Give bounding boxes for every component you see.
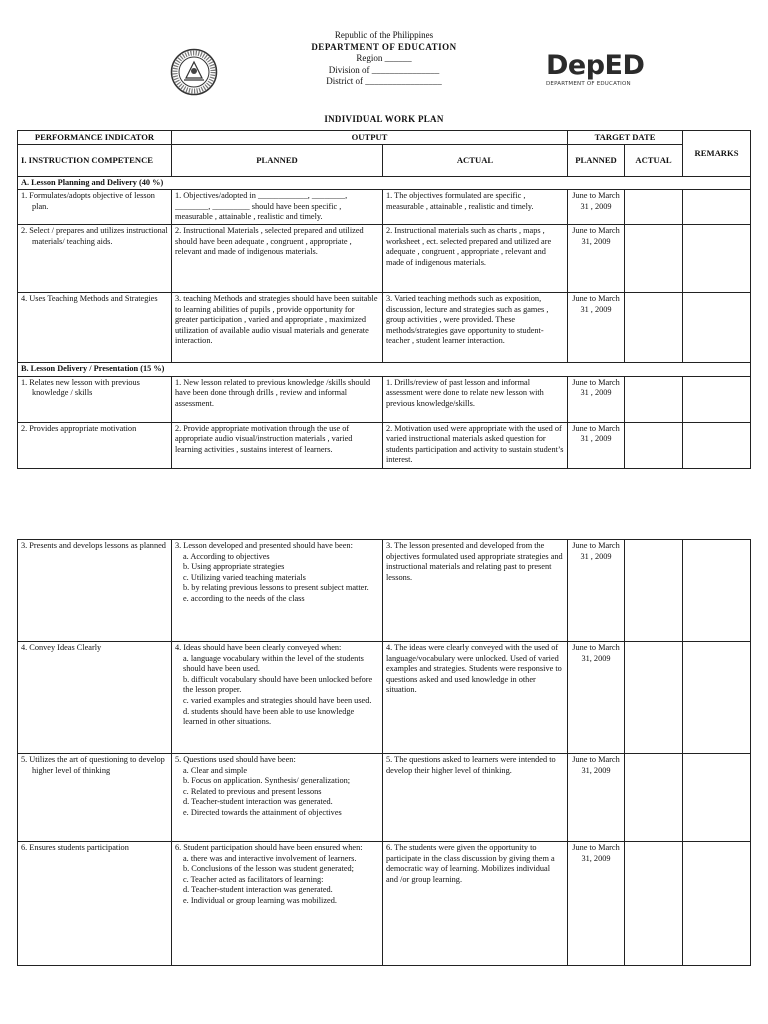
remarks-cell (683, 422, 751, 468)
planned-output-line: 2. Provide appropriate motivation through the use of appropriate audio visual/instruction materials , varied learning activities , sustains interest of learners. (175, 423, 353, 454)
target-date-actual-cell (625, 190, 683, 225)
col-output: OUTPUT (172, 131, 568, 145)
document-title: INDIVIDUAL WORK PLAN (324, 114, 444, 124)
planned-output-line: b. by relating previous lessons to present subject matter. (183, 583, 369, 593)
planned-output-line: 4. Ideas should have been clearly conveyed when: (175, 643, 342, 652)
planned-output-line: b. Focus on application. Synthesis/ generalization; (183, 776, 351, 786)
planned-output-line: 1. New lesson related to previous knowledge /skills should have been done through drills , review and informal assessment. (175, 377, 371, 408)
actual-output-cell: 1. The objectives formulated are specific , measurable , attainable , realistic and timely. (383, 190, 568, 225)
planned-output-cell (172, 190, 383, 225)
col-instruction-competence: I. INSTRUCTION COMPETENCE (18, 144, 172, 176)
table-row (18, 190, 751, 225)
planned-output-line: 6. Student participation should have been ensured when: (175, 843, 363, 852)
table-row (18, 642, 751, 754)
table-row (18, 540, 751, 642)
planned-output-line: d. Teacher-student interaction was generated. (183, 797, 333, 807)
planned-output-line: a. there was and interactive involvement of learners. (183, 853, 357, 863)
target-date-planned-cell: June to March 31, 2009 (568, 754, 625, 842)
division-line: Division of _______________ (328, 64, 440, 75)
planned-output-line: e. Directed towards the attainment of objectives (183, 807, 342, 817)
actual-output-cell: 6. The students were given the opportunity to participate in the class discussion by giving them a democratic way of learning. Mobilizes individual and /or group learning. (383, 842, 568, 966)
planned-output-line: d. Teacher-student interaction was generated. (183, 885, 333, 895)
planned-output-line: 3. teaching Methods and strategies should have been suitable to learning abilities of pupils , provide opportunity for greater participation , varied and appropriate , maximized utilization of available audio visual materials and generate interaction. (175, 293, 378, 346)
document-header (0, 30, 768, 100)
target-date-planned-cell: June to March 31 , 2009 (568, 292, 625, 362)
target-date-planned-cell: June to March 31 , 2009 (568, 422, 625, 468)
table-row (18, 422, 751, 468)
region-line: Region ______ (356, 53, 412, 63)
planned-output-line: c. Teacher acted as facilitators of learning: (183, 874, 324, 884)
planned-output-line: 5. Questions used should have been: (175, 755, 296, 764)
target-date-actual-cell (625, 540, 683, 642)
planned-output-line: a. Clear and simple (183, 765, 248, 775)
remarks-cell (683, 292, 751, 362)
table-row (18, 224, 751, 292)
col-target-planned: PLANNED (568, 144, 625, 176)
planned-output-line: b. difficult vocabulary should have been unlocked before the lesson proper. (183, 674, 373, 695)
planned-output-line: c. Related to previous and present lessons (183, 786, 322, 796)
deped-seal-icon (170, 48, 218, 96)
col-remarks: REMARKS (683, 131, 751, 177)
target-date-planned-cell: June to March 31 , 2009 (568, 376, 625, 422)
actual-output-cell: 3. Varied teaching methods such as exposition, discussion, lecture and strategies such as games , group activities , were provided. These methods/strategies gave opportunity to student-teacher , student learner interaction. (383, 292, 568, 362)
actual-output-cell: 5. The questions asked to learners were intended to develop their higher level of thinking. (383, 754, 568, 842)
target-date-actual-cell (625, 754, 683, 842)
remarks-cell (683, 376, 751, 422)
planned-output-cell (172, 224, 383, 292)
indicator-cell: 3. Presents and develops lessons as planned (18, 540, 172, 642)
planned-output-line: c. Utilizing varied teaching materials (183, 572, 306, 582)
remarks-cell (683, 190, 751, 225)
work-plan-table-page1 (17, 130, 751, 469)
indicator-cell: 1. Relates new lesson with previous knowledge / skills (18, 376, 172, 422)
work-plan-table-page2 (17, 539, 751, 966)
indicator-cell: 5. Utilizes the art of questioning to develop higher level of thinking (18, 754, 172, 842)
target-date-actual-cell (625, 842, 683, 966)
district-line: District of _________________ (326, 76, 442, 86)
indicator-cell: 2. Select / prepares and utilizes instructional materials/ teaching aids. (18, 224, 172, 292)
planned-output-line: b. Conclusions of the lesson was student generated; (183, 864, 354, 874)
planned-output-line: e. Individual or group learning was mobilized. (183, 895, 337, 905)
actual-output-cell: 2. Motivation used were appropriate with the used of varied instructional materials asked question for students participation and activity to sustain student’s interest. (383, 422, 568, 468)
target-date-planned-cell: June to March 31 , 2009 (568, 540, 625, 642)
remarks-cell (683, 642, 751, 754)
col-actual: ACTUAL (383, 144, 568, 176)
deped-logo-word: DepED (546, 50, 645, 81)
col-performance-indicator: PERFORMANCE INDICATOR (18, 131, 172, 145)
planned-output-cell (172, 292, 383, 362)
actual-output-cell: 4. The ideas were clearly conveyed with the used of language/vocabulary were unlocked. Used of varied examples and strategies. Students were responsive to questions asked and used knowledge in other situation. (383, 642, 568, 754)
indicator-cell: 4. Convey Ideas Clearly (18, 642, 172, 754)
target-date-actual-cell (625, 224, 683, 292)
planned-output-line: b. Using appropriate strategies (183, 562, 285, 572)
col-target-actual: ACTUAL (625, 144, 683, 176)
target-date-planned-cell: June to March 31, 2009 (568, 642, 625, 754)
target-date-actual-cell (625, 292, 683, 362)
target-date-actual-cell (625, 422, 683, 468)
target-date-planned-cell: June to March 31, 2009 (568, 224, 625, 292)
target-date-actual-cell (625, 642, 683, 754)
deped-logo (546, 52, 646, 100)
planned-output-cell (172, 842, 383, 966)
remarks-cell (683, 224, 751, 292)
section-heading: A. Lesson Planning and Delivery (40 %) (18, 176, 751, 190)
target-date-planned-cell: June to March 31, 2009 (568, 842, 625, 966)
indicator-cell: 4. Uses Teaching Methods and Strategies (18, 292, 172, 362)
republic-line: Republic of the Philippines (334, 30, 434, 40)
indicator-cell: 2. Provides appropriate motivation (18, 422, 172, 468)
planned-output-line: d. students should have been able to use knowledge learned in other situations. (183, 706, 355, 727)
col-target-date: TARGET DATE (568, 131, 683, 145)
section-row (18, 176, 751, 190)
actual-output-cell: 3. The lesson presented and developed from the objectives formulated used appropriate strategies and instructional materials and relating past to present lessons. (383, 540, 568, 642)
planned-output-cell (172, 754, 383, 842)
table-row (18, 292, 751, 362)
planned-output-cell (172, 376, 383, 422)
table-body-c (18, 540, 751, 966)
table-row (18, 376, 751, 422)
planned-output-cell (172, 642, 383, 754)
target-date-actual-cell (625, 376, 683, 422)
remarks-cell (683, 754, 751, 842)
planned-output-line: 2. Instructional Materials , selected prepared and utilized should have been adequate , congruent , appropriate , relevant and made of indigenous materials. (175, 225, 364, 257)
planned-output-line: 3. Lesson developed and presented should have been: (175, 541, 353, 550)
section-heading: B. Lesson Delivery / Presentation (15 %) (18, 362, 751, 376)
deped-logo-subtitle: DEPARTMENT OF EDUCATION (546, 81, 631, 87)
indicator-cell: 1. Formulates/adopts objective of lesson plan. (18, 190, 172, 225)
planned-output-cell (172, 422, 383, 468)
remarks-cell (683, 842, 751, 966)
table-row (18, 754, 751, 842)
planned-output-line: c. varied examples and strategies should have been used. (183, 695, 372, 705)
planned-output-line: a. According to objectives (183, 551, 270, 561)
planned-output-line: 1. Objectives/adopted in ____________, ________, ________, _________ should have been specific , measurable , attainable , realistic and timely. (175, 191, 348, 222)
planned-output-cell (172, 540, 383, 642)
header-text (240, 30, 528, 88)
remarks-cell (683, 540, 751, 642)
planned-output-line: e. according to the needs of the class (183, 593, 305, 603)
indicator-cell: 6. Ensures students participation (18, 842, 172, 966)
actual-output-cell: 1. Drills/review of past lesson and informal assessment were done to relate new lesson with previous knowledge/skills. (383, 376, 568, 422)
section-row (18, 362, 751, 376)
table-body-a (18, 176, 751, 468)
table-row (18, 842, 751, 966)
col-planned: PLANNED (172, 144, 383, 176)
department-line: DEPARTMENT OF EDUCATION (311, 41, 457, 52)
actual-output-cell: 2. Instructional materials such as charts , maps , worksheet , ect. selected prepared and utilized are adequate , congruent , appropriate , relevant and made of indigenous materials. (383, 224, 568, 292)
target-date-planned-cell: June to March 31 , 2009 (568, 190, 625, 225)
planned-output-line: a. language vocabulary within the level of the students should have been used. (183, 653, 364, 674)
